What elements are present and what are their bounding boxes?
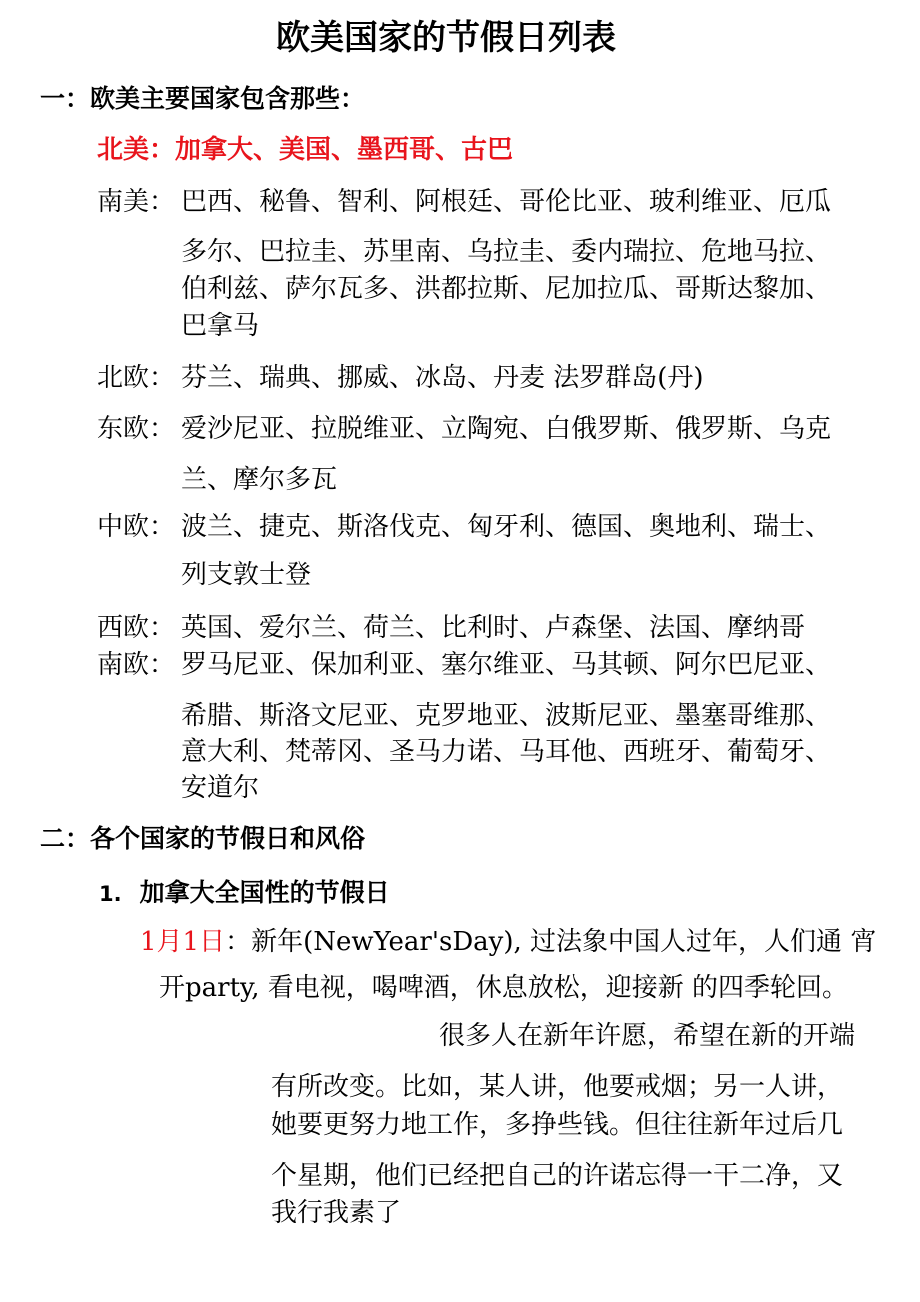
eastern-europe-line: 兰、摩尔多瓦: [181, 465, 338, 495]
eastern-europe-line: 爱沙尼亚、拉脱维亚、立陶宛、白俄罗斯、俄罗斯、乌克: [181, 414, 832, 444]
southern-europe-line: 意大利、梵蒂冈、圣马力诺、马耳他、西班牙、葡萄牙、: [181, 737, 832, 767]
southern-europe-line: 希腊、斯洛文尼亚、克罗地亚、波斯尼亚、墨塞哥维那、: [181, 701, 832, 731]
northern-europe-label: 北欧：: [97, 363, 176, 393]
paragraph-line: [140, 925, 876, 959]
southern-europe-line: 罗马尼亚、保加利亚、塞尔维亚、马其顿、阿尔巴尼亚、: [181, 650, 832, 680]
north-america-label: 北美：: [97, 135, 176, 165]
page-title: 欧美国家的节假日列表: [276, 18, 616, 58]
paragraph-line: 我行我素了: [271, 1198, 402, 1228]
section2-heading: 二：各个国家的节假日和风俗: [40, 824, 366, 853]
south-america-line: 多尔、巴拉圭、苏里南、乌拉圭、委内瑞拉、危地马拉、: [181, 237, 832, 267]
paragraph-line: 个星期，他们已经把自己的许诺忘得一干二净，又: [271, 1161, 844, 1191]
paragraph-line: 她要更努力地工作，多挣些钱。但往往新年过后几: [271, 1110, 844, 1140]
central-europe-line: 列支敦士登: [181, 560, 312, 590]
central-europe-label: 中欧：: [97, 512, 176, 542]
southern-europe-line: 安道尔: [181, 773, 260, 803]
southern-europe-label: 南欧：: [97, 650, 176, 680]
eastern-europe-label: 东欧：: [97, 414, 176, 444]
holiday-text: ：新年(NewYear'sDay), 过法象中国人过年，人们通 宵: [225, 927, 877, 957]
south-america-line: 伯利兹、萨尔瓦多、洪都拉斯、尼加拉瓜、哥斯达黎加、: [181, 274, 832, 304]
south-america-line: 巴西、秘鲁、智利、阿根廷、哥伦比亚、玻利维亚、厄瓜: [181, 187, 832, 217]
paragraph-line: 有所改变。比如，某人讲，他要戒烟；另一人讲，: [271, 1072, 844, 1102]
south-america-label: 南美：: [97, 187, 176, 217]
holiday-list-item: [99, 876, 390, 911]
paragraph-line: 很多人在新年许愿，希望在新的开端: [439, 1021, 856, 1051]
western-europe-label: 西欧：: [97, 613, 176, 643]
north-america-countries: 加拿大、美国、墨西哥、古巴: [175, 135, 514, 165]
list-number: 1.: [99, 882, 122, 906]
central-europe-line: 波兰、捷克、斯洛伐克、匈牙利、德国、奥地利、瑞士、: [181, 512, 832, 542]
holiday-date: 1月1日: [140, 927, 226, 957]
western-europe-countries: 英国、爱尔兰、荷兰、比利时、卢森堡、法国、摩纳哥: [181, 613, 806, 643]
north-america-row: [97, 133, 513, 167]
northern-europe-countries: 芬兰、瑞典、挪威、冰岛、丹麦 法罗群岛(丹): [181, 363, 704, 393]
section1-heading: 一：欧美主要国家包含那些：: [40, 84, 366, 113]
list-item-label: 加拿大全国性的节假日: [139, 878, 390, 907]
south-america-line: 巴拿马: [181, 311, 260, 341]
paragraph-line: 开party, 看电视，喝啤酒，休息放松，迎接新 的四季轮回。: [159, 973, 849, 1003]
